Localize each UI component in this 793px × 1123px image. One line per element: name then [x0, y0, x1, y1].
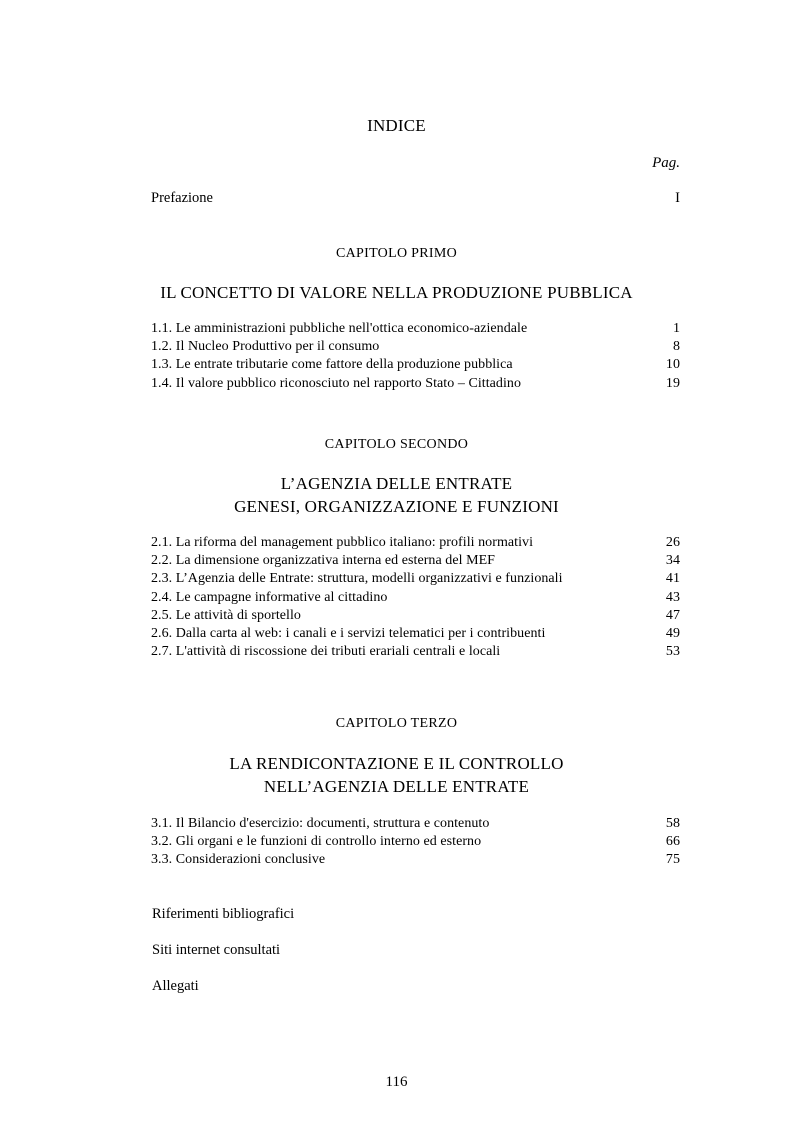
page-number: 116 [385, 1074, 408, 1090]
toc-entry[interactable] [151, 851, 680, 869]
toc-entry-page: 34 [665, 553, 680, 569]
toc-entry-text: 2.1. La riforma del management pubblico italiano: profili normativi [151, 535, 534, 550]
toc-entry-text: 2.5. Le attività di sportello [151, 607, 301, 623]
toc-entry-text: 2.7. L'attività di riscossione dei tributi erariali centrali e locali [151, 644, 501, 660]
toc-entry-text: 2.6. Dalla carta al web: i canali e i servizi telematici per i contribuenti [151, 626, 546, 642]
chapter-3-title-line: LA RENDICONTAZIONE E IL CONTROLLO [229, 754, 564, 773]
toc-entry-page: 47 [665, 607, 680, 623]
websites-entry[interactable]: Siti internet consultati [152, 942, 281, 958]
toc-entry-page: 19 [665, 375, 680, 391]
toc-entry-text: 2.3. L’Agenzia delle Entrate: struttura, modelli organizzativi e funzionali [151, 571, 563, 587]
chapter-2-heading: CAPITOLO SECONDO [324, 437, 469, 452]
toc-entry[interactable] [151, 375, 680, 393]
chapter-3-title-line: NELL’AGENZIA DELLE ENTRATE [263, 777, 530, 796]
toc-entry-text: 2.2. La dimensione organizzativa interna ed esterna del MEF [151, 553, 496, 569]
bibliography-entry[interactable]: Riferimenti bibliografici [152, 906, 295, 922]
index-title: INDICE [367, 116, 426, 135]
toc-entry-page: 41 [665, 571, 680, 587]
toc-entry[interactable] [151, 643, 680, 661]
toc-entry-page: 10 [665, 357, 680, 373]
chapter-1-heading: CAPITOLO PRIMO [335, 246, 457, 261]
toc-entry-text: 1.1. Le amministrazioni pubbliche nell'ottica economico-aziendale [151, 321, 528, 336]
toc-entry-page: 58 [665, 816, 680, 831]
toc-entry-text: 3.2. Gli organi e le funzioni di controllo interno ed esterno [151, 834, 482, 850]
toc-entry-text: 1.4. Il valore pubblico riconosciuto nel rapporto Stato – Cittadino [151, 375, 522, 391]
toc-entry-page: 26 [665, 535, 680, 550]
toc-entry-text: 3.1. Il Bilancio d'esercizio: documenti, struttura e contenuto [151, 816, 490, 831]
chapter-2-entries [151, 534, 680, 661]
toc-entry[interactable] [151, 320, 680, 338]
chapter-3-title [0, 752, 793, 798]
toc-entry-page: 8 [672, 339, 680, 355]
chapter-1-title-line: IL CONCETTO DI VALORE NELLA PRODUZIONE PUBBLICA [160, 283, 633, 302]
toc-entry-text: 3.3. Considerazioni conclusive [151, 852, 326, 868]
toc-entry-page: 66 [665, 834, 680, 850]
toc-entry[interactable] [151, 338, 680, 356]
toc-entry-text: 2.4. Le campagne informative al cittadino [151, 589, 388, 605]
page-column-label: Pag. [652, 155, 680, 171]
toc-entry[interactable] [151, 833, 680, 851]
preface-entry[interactable] [151, 190, 680, 207]
toc-entry[interactable] [151, 356, 680, 374]
preface-label: Prefazione [151, 190, 213, 206]
toc-entry[interactable] [151, 815, 680, 833]
chapter-2-title-line: L’AGENZIA DELLE ENTRATE [280, 474, 513, 493]
toc-entry-page: 75 [665, 852, 680, 868]
chapter-2-title-line: GENESI, ORGANIZZAZIONE E FUNZIONI [234, 497, 559, 516]
toc-entry-page: 1 [672, 321, 680, 336]
toc-entry[interactable] [151, 607, 680, 625]
chapter-1-title [0, 281, 793, 304]
toc-entry-page: 53 [665, 644, 680, 660]
toc-entry[interactable] [151, 570, 680, 588]
attachments-entry[interactable]: Allegati [152, 978, 199, 994]
toc-entry-text: 1.3. Le entrate tributarie come fattore della produzione pubblica [151, 357, 513, 373]
toc-entry[interactable] [151, 552, 680, 570]
toc-entry[interactable] [151, 534, 680, 552]
chapter-3-heading: CAPITOLO TERZO [335, 716, 458, 731]
toc-entry-page: 43 [665, 589, 680, 605]
toc-entry[interactable] [151, 589, 680, 607]
preface-page: I [675, 190, 680, 206]
toc-entry-page: 49 [665, 626, 680, 642]
chapter-1-entries [151, 320, 680, 393]
chapter-2-title [0, 472, 793, 518]
chapter-3-entries [151, 815, 680, 870]
toc-entry-text: 1.2. Il Nucleo Produttivo per il consumo [151, 339, 380, 355]
toc-entry[interactable] [151, 625, 680, 643]
